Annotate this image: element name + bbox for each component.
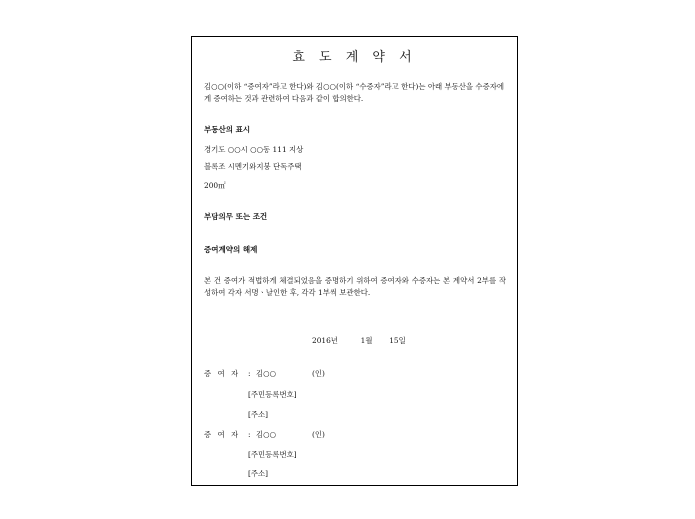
property-structure: 블록조 시멘기와지붕 단독주택 bbox=[204, 162, 302, 171]
intro-paragraph: 김○○(이하 “증여자”라고 한다)와 김○○(이하 “수증자”라고 한다)는 아래 부동산을 수증자에게 증여하는 것과 관련하여 다음과 같이 합의한다. bbox=[204, 82, 504, 103]
signer-address-label: [주소] bbox=[248, 410, 269, 419]
date-month: 1월 bbox=[360, 336, 373, 345]
signer-id-label: [주민등록번호] bbox=[248, 450, 297, 459]
signature-row bbox=[204, 429, 325, 440]
rescission-heading: 증여계약의 해제 bbox=[204, 245, 258, 254]
signature-row bbox=[204, 368, 325, 379]
signer-role: 증 여 자 bbox=[204, 369, 241, 378]
closing-paragraph: 본 건 증여가 적법하게 체결되었음을 증명하기 위하여 증여자와 수증자는 본 계약서 2부를 작성하여 각자 서명ㆍ날인한 후, 각각 1부씩 보관한다. bbox=[204, 276, 506, 297]
property-heading: 부동산의 표시 bbox=[204, 125, 251, 134]
signer-name: 김○○ bbox=[256, 369, 277, 378]
burden-heading: 부담의무 또는 조건 bbox=[204, 212, 268, 221]
signer-id-label: [주민등록번호] bbox=[248, 390, 297, 399]
signer-colon: : bbox=[248, 369, 251, 378]
contract-page bbox=[191, 36, 518, 486]
property-area: 200㎡ bbox=[204, 181, 226, 190]
document-title: 효 도 계 약 서 bbox=[292, 50, 417, 65]
signer-colon: : bbox=[248, 430, 251, 439]
signer-name: 김○○ bbox=[256, 430, 277, 439]
signer-role: 증 여 자 bbox=[204, 430, 241, 439]
property-address: 경기도 ○○시 ○○동 111 지상 bbox=[204, 145, 304, 154]
signer-seal: (인) bbox=[312, 430, 325, 439]
contract-date bbox=[312, 335, 406, 346]
signer-address-label: [주소] bbox=[248, 469, 269, 478]
date-year: 2016년 bbox=[312, 336, 338, 345]
signer-seal: (인) bbox=[312, 369, 325, 378]
date-day: 15일 bbox=[389, 336, 406, 345]
